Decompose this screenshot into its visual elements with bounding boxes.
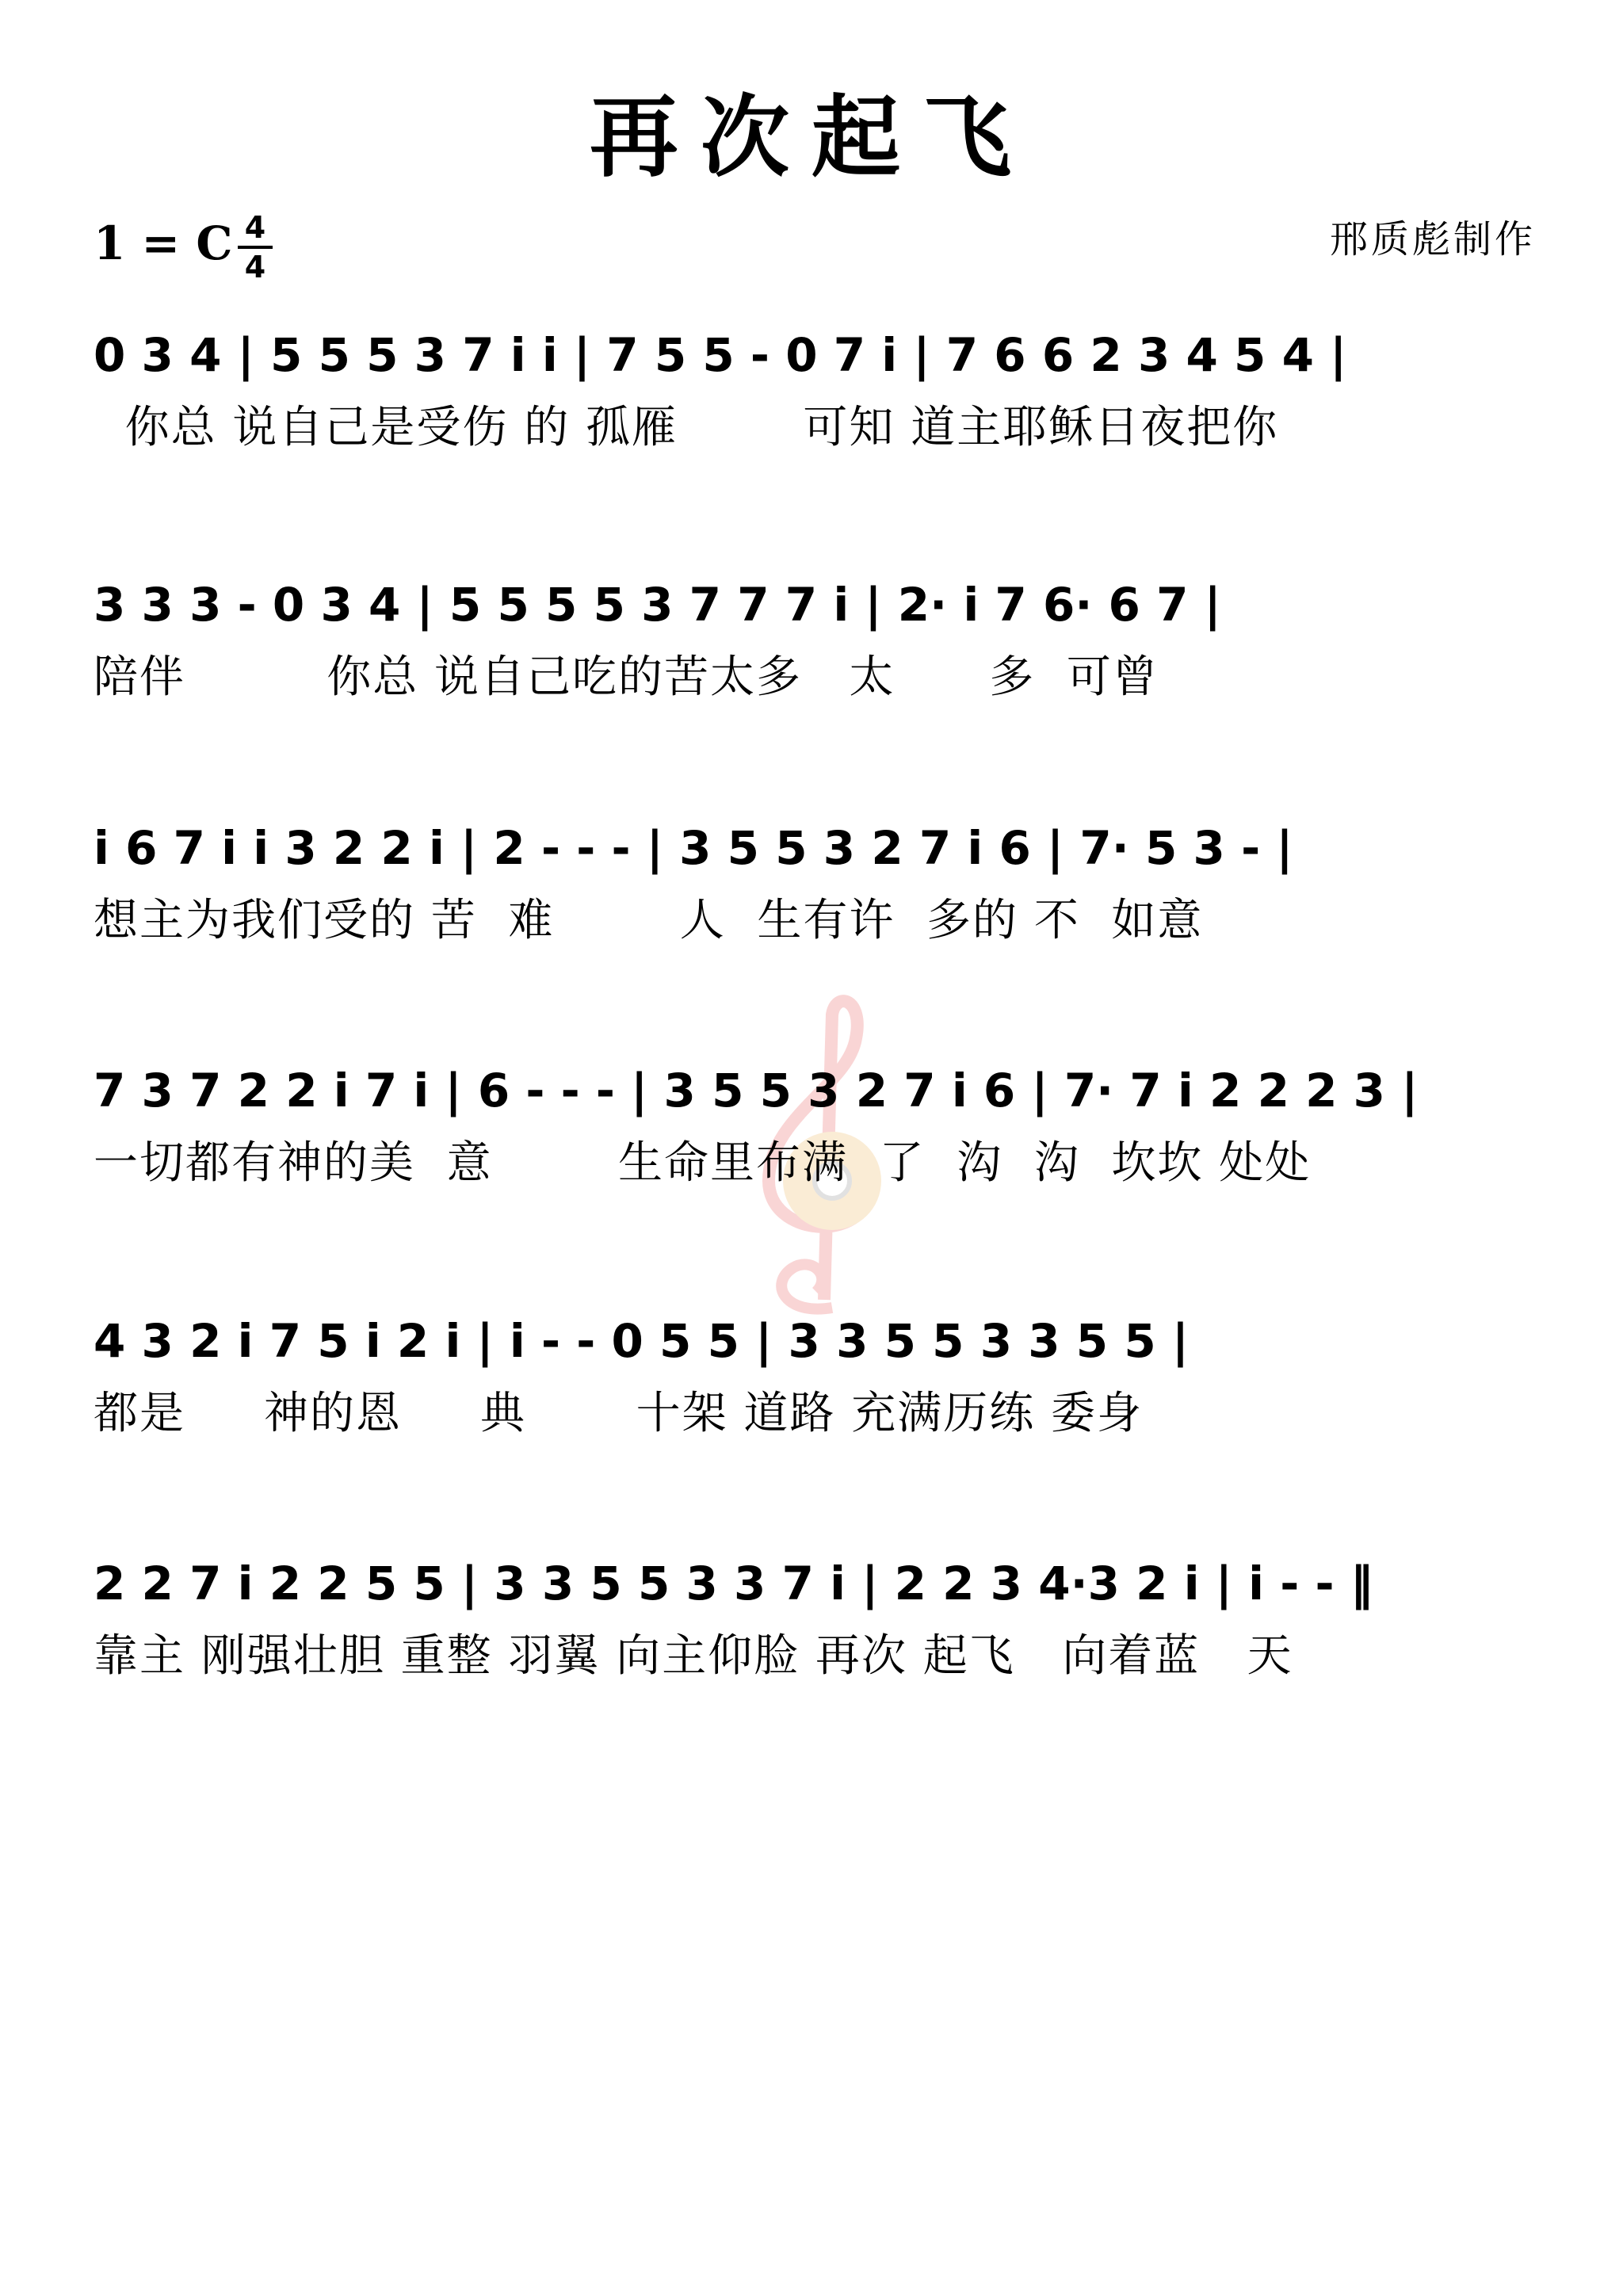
lyrics-line-2: 陪伴 你总 说自己吃的苦太多 太 多 可曾 — [94, 651, 1159, 703]
lyrics-line-6: 靠主 刚强壮胆 重整 羽翼 向主仰脸 再次 起飞 向着蓝 天 — [94, 1630, 1293, 1682]
jianpu-notes-line-4: 7 3 7 2 2 i 7 i | 6 - - - | 3 5 5 3 2 7 i 6 | 7· 7 i 2 2 2 3 | — [94, 1064, 1419, 1117]
jianpu-notes-line-6: 2 2 7 i 2 2 5 5 | 3 3 5 5 3 3 7 i | 2 2 3 4·3 2 i | i - - ‖ — [94, 1557, 1373, 1610]
lyrics-line-5: 都是 神的恩 典 十架 道路 充满历练 委身 — [94, 1388, 1144, 1439]
score-line-6 — [94, 1538, 1536, 1688]
author-credit: 邢质彪制作 — [1329, 217, 1536, 262]
lyrics-line-4: 一切都有神的美 意 生命里布满 了 沟 沟 坎坎 处处 — [94, 1137, 1312, 1189]
time-signature-bottom: 4 — [244, 250, 266, 285]
lyrics-line-1: 你总 说自己是受伤 的 孤雁 可知 道主耶稣日夜把你 — [94, 402, 1279, 453]
song-title: 再次起飞 — [590, 86, 1033, 189]
score-line-4 — [94, 1045, 1536, 1195]
jianpu-notes-line-5: 4 3 2 i 7 5 i 2 i | i - - 0 5 5 | 3 3 5 5 3 3 5 5 | — [94, 1314, 1190, 1368]
jianpu-notes-line-2: 3 3 3 - 0 3 4 | 5 5 5 5 3 7 7 7 i | 2· i 7 6· 6 7 | — [94, 578, 1221, 632]
jianpu-notes-line-3: i 6 7 i i 3 2 2 i | 2 - - - | 3 5 5 3 2 7 i 6 | 7· 5 3 - | — [94, 821, 1293, 875]
lyrics-line-3: 想主为我们受的 苦 难 人 生有许 多的 不 如意 — [94, 895, 1204, 946]
score-line-5 — [94, 1295, 1536, 1446]
jianpu-notes-line-1: 0 3 4 | 5 5 5 3 7 i i | 7 5 5 - 0 7 i | 7 6 6 2 3 4 5 4 | — [94, 328, 1347, 382]
key-signature: 1 = C — [94, 216, 233, 270]
time-signature-line — [238, 246, 273, 249]
time-signature-top: 4 — [244, 210, 266, 245]
time-signature — [238, 212, 273, 284]
score-line-1 — [94, 309, 1536, 460]
score-line-2 — [94, 559, 1536, 709]
score-line-3 — [94, 802, 1536, 953]
